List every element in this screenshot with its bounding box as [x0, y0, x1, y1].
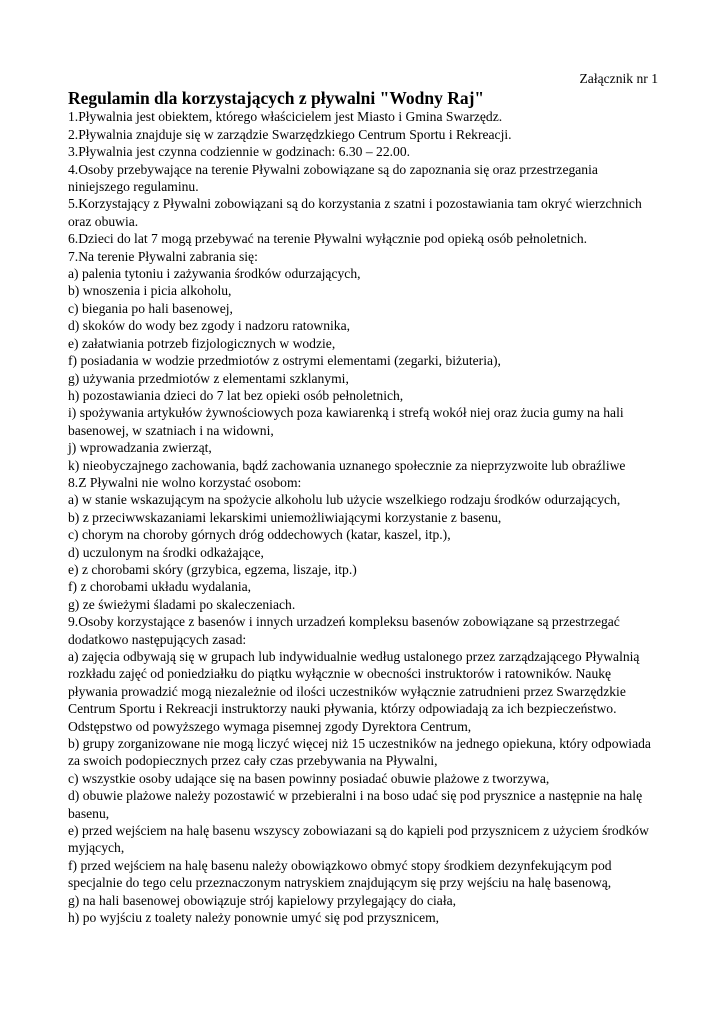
regulation-line: i) spożywania artykułów żywnościowych poza kawiarenką i strefą wokół niej oraz żucia gumy na hali basenowej, w szatniach i na widowni,	[68, 405, 624, 438]
regulation-line: 7.Na terenie Pływalni zabrania się:	[68, 248, 258, 264]
regulation-line: e) załatwiania potrzeb fizjologicznych w wodzie,	[68, 335, 336, 351]
regulation-line: f) przed wejściem na halę basenu należy obowiązkowo obmyć stopy środkiem dezynfekującym pod specjalnie do tego celu przeznaczonym natryskiem znajdującym się przy wejściu na halę basenową,	[68, 857, 612, 891]
regulation-line: e) z chorobami skóry (grzybica, egzema, liszaje, itp.)	[68, 561, 357, 577]
regulation-line: a) zajęcia odbywają się w grupach lub indywidualnie według ustalonego przez zarządzającego Pływalnią rozkładu zajęć od poniedziałku do piątku wyłącznie w obecności instruktorów i ratowników. Naukę pływania prowadzić mogą niezależnie od ilości uczestników wyłącznie zatrudnieni przez Swarzędzkie Centrum Sportu i Rekreacji instruktorzy nauki pływania, którzy odpowiadają za ich bezpieczeństwo. Odstępstwo od powyższego wymaga pisemnej zgody Dyrektora Centrum,	[68, 649, 640, 734]
regulation-line: f) posiadania w wodzie przedmiotów z ostrymi elementami (zegarki, biżuteria),	[68, 353, 501, 369]
regulation-line: a) w stanie wskazującym na spożycie alkoholu lub użycie wszelkiego rodzaju środków odurzających,	[68, 492, 621, 508]
regulation-line: 9.Osoby korzystające z basenów i innych urzadzeń kompleksu basenów zobowiązane są przestrzegać dodatkowo następujących zasad:	[68, 614, 620, 647]
regulation-line: g) na hali basenowej obowiązuje strój kapielowy przylegający do ciała,	[68, 892, 457, 908]
document-title: Regulamin dla korzystających z pływalni "Wodny Raj"	[68, 88, 485, 109]
regulation-line: h) po wyjściu z toalety należy ponownie umyć się pod przysznicem,	[68, 910, 440, 926]
regulation-line: f) z chorobami układu wydalania,	[68, 579, 252, 595]
regulation-line: g) używania przedmiotów z elementami szklanymi,	[68, 370, 349, 386]
regulation-line: 8.Z Pływalni nie wolno korzystać osobom:	[68, 474, 302, 490]
regulation-line: d) obuwie plażowe należy pozostawić w przebieralni i na boso udać się pod prysznice a następnie na halę basenu,	[68, 788, 643, 821]
regulation-line: b) z przeciwwskazaniami lekarskimi uniemożliwiającymi korzystanie z basenu,	[68, 509, 502, 525]
regulation-line: b) grupy zorganizowane nie mogą liczyć więcej niż 15 uczestników na jednego opiekuna, który odpowiada za swoich podopiecznych przez cały czas przebywania na Pływalni,	[68, 736, 651, 769]
regulation-line: c) biegania po hali basenowej,	[68, 300, 233, 316]
regulation-line: g) ze świeżymi śladami po skaleczeniach.	[68, 596, 296, 612]
attachment-label: Załącznik nr 1	[579, 71, 658, 86]
regulation-line: 3.Pływalnia jest czynna codziennie w godzinach: 6.30 – 22.00.	[68, 144, 411, 160]
regulation-line: a) palenia tytoniu i zażywania środków odurzających,	[68, 266, 361, 282]
regulation-line: c) chorym na choroby górnych dróg oddechowych (katar, kaszel, itp.),	[68, 527, 451, 543]
regulation-line: d) uczulonym na środki odkażające,	[68, 544, 264, 560]
regulations-body	[68, 108, 658, 926]
regulation-line: j) wprowadzania zwierząt,	[68, 440, 212, 456]
regulation-line: b) wnoszenia i picia alkoholu,	[68, 283, 232, 299]
regulation-line: d) skoków do wody bez zgody i nadzoru ratownika,	[68, 318, 351, 334]
regulation-line: 1.Pływalnia jest obiektem, którego właścicielem jest Miasto i Gmina Swarzędz.	[68, 109, 503, 125]
regulation-line: 4.Osoby przebywające na terenie Pływalni zobowiązane są do zapoznania się oraz przestrzegania niniejszego regulaminu.	[68, 161, 598, 195]
regulation-line: e) przed wejściem na halę basenu wszyscy zobowiazani są do kąpieli pod przysznicem z użyciem środków myjących,	[68, 823, 649, 856]
document-page	[68, 70, 658, 927]
regulation-line: k) nieobyczajnego zachowania, bądź zachowania uznanego społecznie za nieprzyzwoite lub obraźliwe	[68, 457, 626, 473]
regulation-line: 5.Korzystający z Pływalni zobowiązani są do korzystania z szatni i pozostawiania tam okryć wierzchnich oraz obuwia.	[68, 196, 642, 229]
regulation-line: c) wszystkie osoby udające się na basen powinny posiadać obuwie plażowe z tworzywa,	[68, 770, 550, 786]
regulation-line: h) pozostawiania dzieci do 7 lat bez opieki osób pełnoletnich,	[68, 387, 404, 403]
regulation-line: 6.Dzieci do lat 7 mogą przebywać na terenie Pływalni wyłącznie pod opieką osób pełnoletnich.	[68, 231, 588, 247]
regulation-line: 2.Pływalnia znajduje się w zarządzie Swarzędzkiego Centrum Sportu i Rekreacji.	[68, 126, 512, 142]
